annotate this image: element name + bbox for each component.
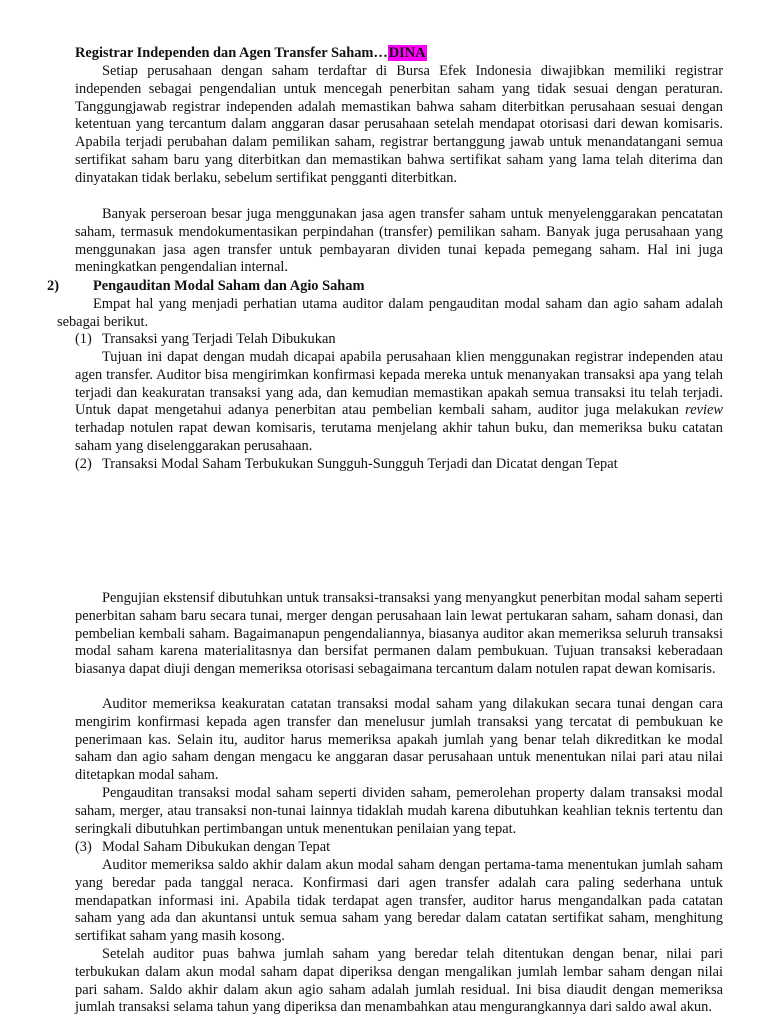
item-3-heading <box>75 839 330 857</box>
paragraph-par-value: Setelah auditor puas bahwa jumlah saham yang beredar telah ditentukan dengan benar, nilai pari terbukukan dalam akun modal saham dapat diperiksa dengan mengalikan jumlah lembar saham dengan nilai pari saham. Saldo akhir dalam akun agio saham adalah jumlah residual. Ini bisa diaudit dengan memeriksa jumlah transaksi selama tahun yang diperiksa dan menambahkan atau mengurangkannya dari saldo awal akun. <box>75 946 723 1016</box>
section-title <box>75 45 735 63</box>
paragraph-ending-balance: Auditor memeriksa saldo akhir dalam akun modal saham dengan pertama-tama menentukan jumlah saham yang beredar pada tanggal neraca. Konfirmasi dari agen transfer adalah cara paling sederhana untuk mendapatkan informasi ini. Apabila tidak terdapat agen transfer, auditor harus mengandalkan pada catatan saham yang ada dan akuntansi untuk semua saham yang beredar dalam catatan sertifikat saham, menghitung sertifikat saham yang masih kosong. <box>75 857 723 945</box>
paragraph-extensive-testing: Pengujian ekstensif dibutuhkan untuk transaksi-transaksi yang menyangkut penerbitan modal saham seperti penerbitan saham baru secara tunai, merger dengan perusahaan lain lewat pertukaran saham, saham donasi, dan pembelian kembali saham. Bagaimanapun pengendaliannya, biasanya auditor akan memeriksa seluruh transaksi modal saham karena materialitasnya dan bersifat permanen dalam pembukuan. Tujuan transaksi keberadaan biasanya dapat diuji dengan memeriksa otorisasi sebagaimana tercantum dalam notulen rapat dewan komisaris. <box>75 590 723 678</box>
item-2-number: (2) <box>75 456 92 472</box>
item-2-heading <box>75 456 618 474</box>
item-3-number: (3) <box>75 839 92 855</box>
paragraph-item-1-part-b: terhadap notulen rapat dewan komisaris, terutama menjelang akhir tahun buku, dan memeriksa buku catatan saham yang diselenggarakan perusahaan. <box>75 420 723 454</box>
paragraph-item-1-part-a: Tujuan ini dapat dengan mudah dicapai apabila perusahaan klien menggunakan registrar independen atau agen transfer. Auditor bisa mengirimkan konfirmasi kepada mereka untuk menanyakan transaksi apa yang telah terjadi dan keakuratan transaksi yang ada, dan kemudian memastikan apakah semua transaksi itu telah terjadi. Untuk dapat mengetahui adanya penerbitan atau pembelian kembali saham, auditor juga melakukan <box>75 349 723 419</box>
item-1-heading <box>75 331 336 349</box>
paragraph-item-1 <box>75 349 723 456</box>
item-1-number: (1) <box>75 331 92 347</box>
paragraph-non-cash: Pengauditan transaksi modal saham seperti dividen saham, pemerolehan property dalam transaksi modal saham, merger, atau transaksi non-tunai lainnya tidaklah mudah karena dibutuhkan keahlian teknis tertentu dan seringkali dibutuhkan pertimbangan untuk menentukan penilaian yang tepat. <box>75 785 723 837</box>
emphasis-review: review <box>685 402 723 419</box>
item-1-title: Transaksi yang Terjadi Telah Dibukukan <box>102 331 336 347</box>
paragraph-transfer-agent: Banyak perseroan besar juga menggunakan jasa agen transfer saham untuk menyelenggarakan pencatatan saham, termasuk mendokumentasikan perpindahan (transfer) pemilikan saham. Banyak juga perusahaan yang menggunakan jasa agen transfer untuk pembayaran dividen tunai kepada pemegang saham. Hal ini juga meningkatkan pengendalian internal. <box>75 206 723 276</box>
paragraph-intro-four-points: Empat hal yang menjadi perhatian utama auditor dalam pengauditan modal saham dan agio saham adalah sebagai berikut. <box>57 296 723 330</box>
section-2-number: 2) <box>47 278 59 294</box>
author-highlight: DINA <box>388 45 426 61</box>
section-2-heading: Pengauditan Modal Saham dan Agio Saham <box>93 278 365 294</box>
item-2-title: Transaksi Modal Saham Terbukukan Sungguh-Sungguh Terjadi dan Dicatat dengan Tepat <box>102 456 618 472</box>
paragraph-accuracy: Auditor memeriksa keakuratan catatan transaksi modal saham yang dilakukan secara tunai dengan cara mengirim konfirmasi kepada agen transfer dan menelusur jumlah transaksi yang tercatat di pembukuan ke penerimaan kas. Selain itu, auditor harus memeriksa apakah jumlah yang benar telah dikreditkan ke modal saham dan agio saham dengan mengacu ke anggaran dasar perusahaan untuk menentukan nilai pari atau nilai ditetapkan modal saham. <box>75 696 723 784</box>
section-title-text: Registrar Independen dan Agen Transfer Saham… <box>75 45 388 61</box>
paragraph-registrar: Setiap perusahaan dengan saham terdaftar di Bursa Efek Indonesia diwajibkan memiliki registrar independen sebagai pengendalian untuk mencegah penerbitan saham yang tidak sesuai dengan peraturan. Tanggungjawab registrar independen adalah memastikan bahwa saham diterbitkan perusahaan sesuai dengan ketentuan yang tercantum dalam anggaran dasar perusahaan setelah mendapat otorisasi dari dewan komisaris. Apabila terjadi perubahan dalam pemilikan saham, registrar bertanggung jawab untuk menandatangani semua sertifikat saham baru yang diterbitkan dan memastikan bahwa sertifikat saham yang lama telah diterima dan dinyatakan tidak berlaku, sebelum sertifikat pengganti diterbitkan. <box>75 63 723 186</box>
item-3-title: Modal Saham Dibukukan dengan Tepat <box>102 839 331 855</box>
